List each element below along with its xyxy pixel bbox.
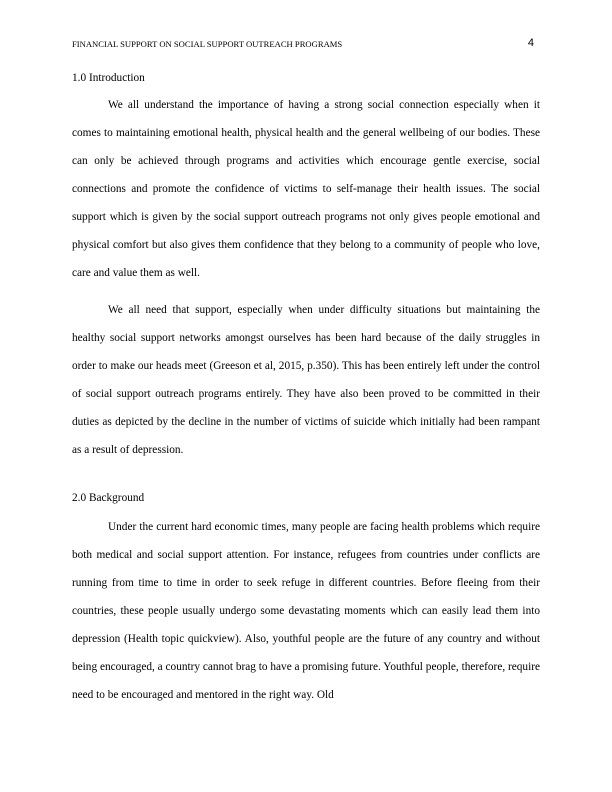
background-paragraph-1: Under the current hard economic times, many people are facing health problems which require both medical and social support attention. For instance, refugees from countries under conflicts are running from time to time in order to seek refuge in different countries. Before fleeing from their countries, these people usually undergo some devastating moments which can easily lead them into depression (Health topic quickview). Also, youthful people are the future of any country and without being encouraged, a country cannot brag to have a promising future. Youthful people, therefore, require need to be encouraged and mentored in the right way. Old	[72, 521, 540, 701]
page-number: 4	[527, 37, 534, 49]
running-head: FINANCIAL SUPPORT ON SOCIAL SUPPORT OUTREACH PROGRAMS	[72, 39, 343, 49]
introduction-paragraph-2: We all need that support, especially when under difficulty situations but maintaining the healthy social support networks amongst ourselves has been hard because of the daily struggles in order to make our heads meet (Greeson et al, 2015, p.350). This has been entirely left under the control of social support outreach programs entirely. They have also been proved to be committed in their duties as depicted by the decline in the number of victims of suicide which initially had been rampant as a result of depression.	[72, 304, 540, 456]
section-heading-background: 2.0 Background	[72, 492, 145, 504]
section-heading-introduction: 1.0 Introduction	[72, 72, 145, 84]
introduction-paragraph-1: We all understand the importance of having a strong social connection especially when it comes to maintaining emotional health, physical health and the general wellbeing of our bodies. These can only be achieved through programs and activities which encourage gentle exercise, social connections and promote the confidence of victims to self-manage their health issues. The social support which is given by the social support outreach programs not only gives people emotional and physical comfort but also gives them confidence that they belong to a community of people who love, care and value them as well.	[72, 99, 540, 279]
